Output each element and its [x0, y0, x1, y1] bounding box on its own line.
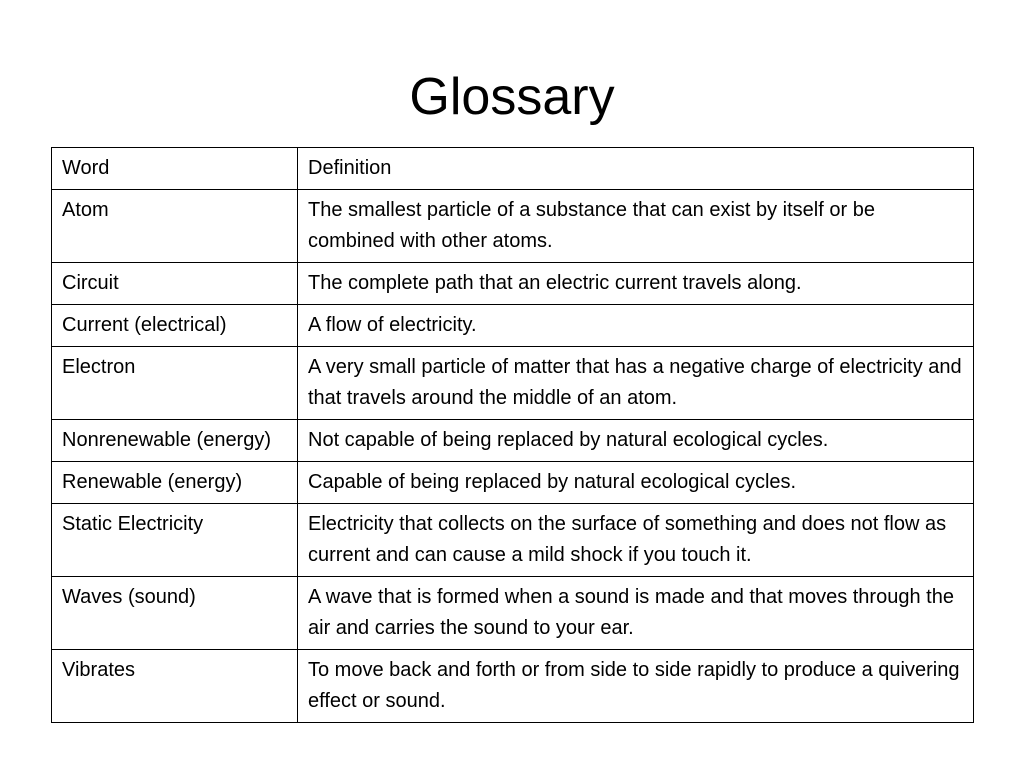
term-cell: Static Electricity [52, 504, 298, 577]
definition-cell: To move back and forth or from side to side rapidly to produce a quivering effect or sound. [298, 650, 974, 723]
term-cell: Renewable (energy) [52, 462, 298, 504]
term-cell: Current (electrical) [52, 305, 298, 347]
table-row [52, 462, 974, 504]
definition-cell: A flow of electricity. [298, 305, 974, 347]
table-row [52, 577, 974, 650]
table-row [52, 650, 974, 723]
term-cell: Atom [52, 190, 298, 263]
table-row [52, 305, 974, 347]
table-row [52, 347, 974, 420]
table-row [52, 263, 974, 305]
table-row [52, 190, 974, 263]
definition-cell: The smallest particle of a substance that can exist by itself or be combined with other atoms. [298, 190, 974, 263]
term-cell: Waves (sound) [52, 577, 298, 650]
term-cell: Vibrates [52, 650, 298, 723]
page-title: Glossary [409, 68, 615, 126]
term-cell: Nonrenewable (energy) [52, 420, 298, 462]
table-header-row [52, 148, 974, 190]
column-header-definition: Definition [298, 148, 974, 190]
definition-cell: Not capable of being replaced by natural ecological cycles. [298, 420, 974, 462]
table-row [52, 420, 974, 462]
table-row [52, 504, 974, 577]
definition-cell: Electricity that collects on the surface of something and does not flow as current and can cause a mild shock if you touch it. [298, 504, 974, 577]
glossary-table [51, 147, 974, 723]
definition-cell: The complete path that an electric current travels along. [298, 263, 974, 305]
term-cell: Circuit [52, 263, 298, 305]
definition-cell: A very small particle of matter that has a negative charge of electricity and that travels around the middle of an atom. [298, 347, 974, 420]
term-cell: Electron [52, 347, 298, 420]
definition-cell: A wave that is formed when a sound is made and that moves through the air and carries the sound to your ear. [298, 577, 974, 650]
column-header-word: Word [52, 148, 298, 190]
definition-cell: Capable of being replaced by natural ecological cycles. [298, 462, 974, 504]
